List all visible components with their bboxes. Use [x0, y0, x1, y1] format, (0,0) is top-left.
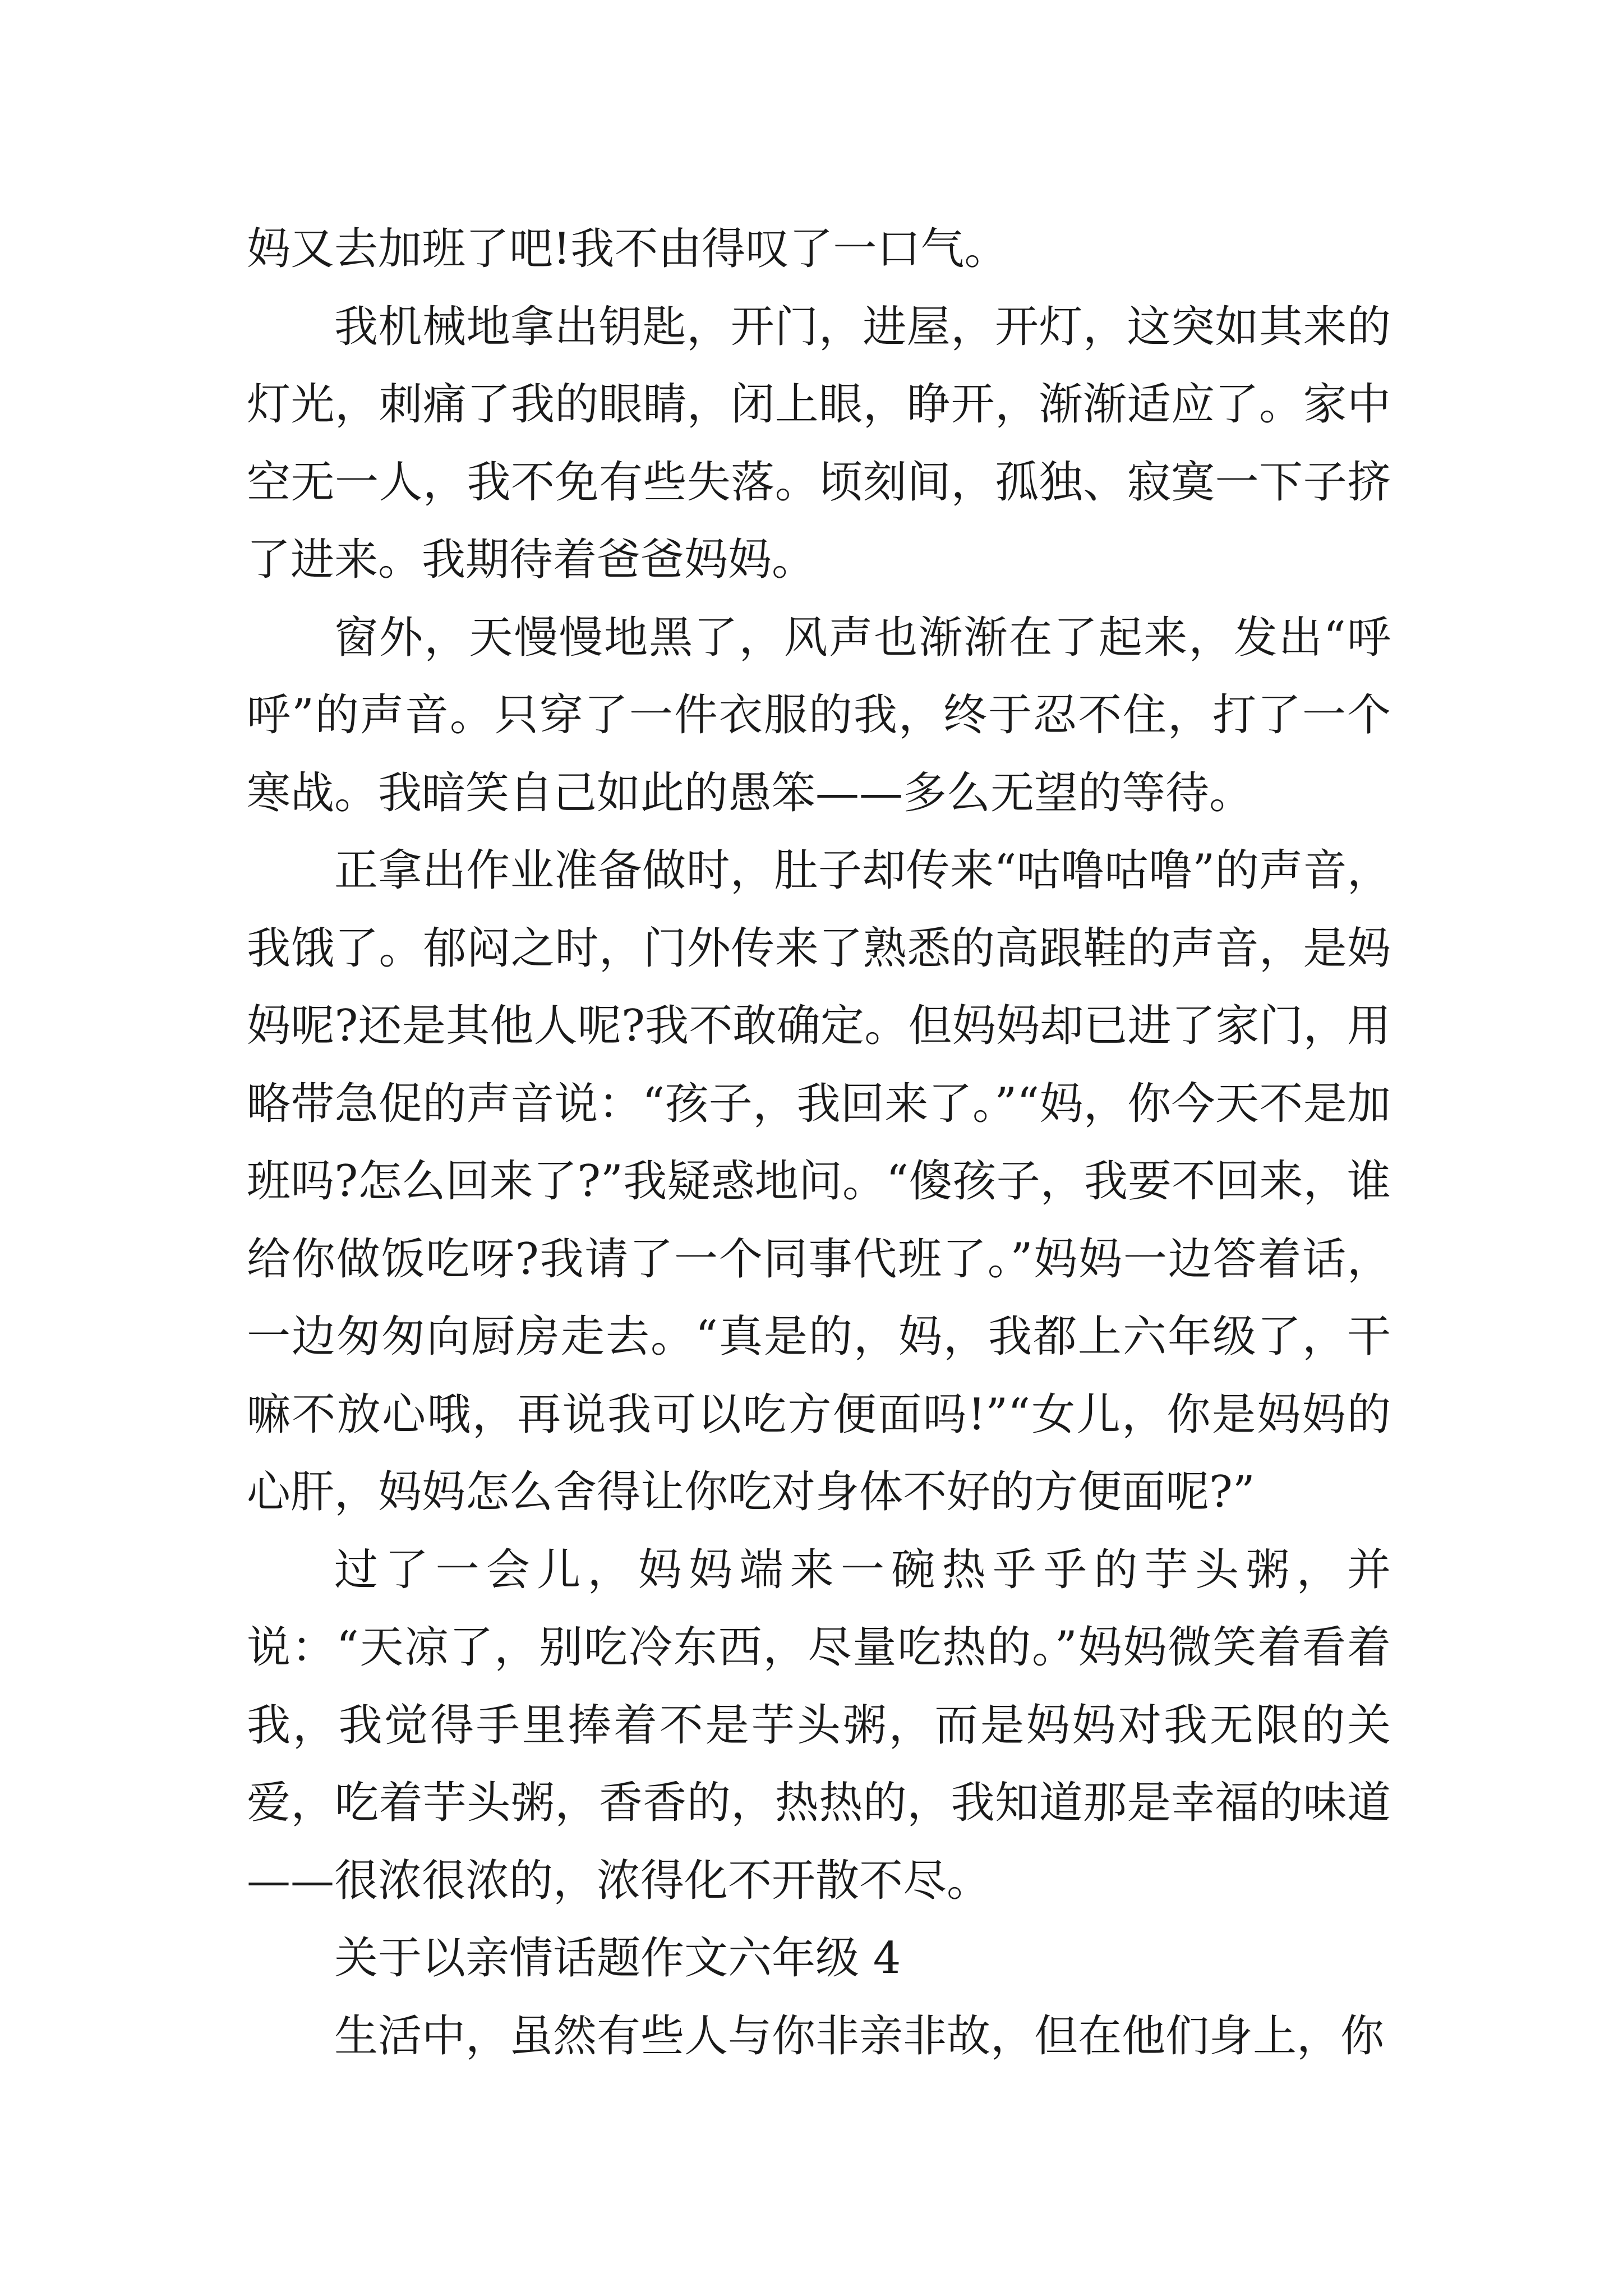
- paragraph-life: 生活中，虽然有些人与你非亲非故，但在他们身上，你: [334, 2010, 1385, 2062]
- paragraph-porridge: 过了一会儿，妈妈端来一碗热乎乎的芋头粥，并说：“天凉了，别吃冷东西，尽量吃热的。”妈妈微笑着看着我，我觉得手里捧着不是芋头粥，而是妈妈对我无限的关爱，吃着芋头粥，香香的，热热的，我知道那是幸福的味道——很浓很浓的，浓得化不开散不尽。: [247, 1544, 1391, 1906]
- document-body: [247, 210, 1391, 2075]
- paragraph-window: 窗外，天慢慢地黑了，风声也渐渐在了起来，发出“呼呼”的声音。只穿了一件衣服的我，终于忍不住，打了一个寒战。我暗笑自己如此的愚笨——多么无望的等待。: [247, 612, 1391, 818]
- paragraph-continuation: 妈又去加班了吧!我不由得叹了一口气。: [247, 224, 1008, 274]
- section-heading: 关于以亲情话题作文六年级 4: [334, 1933, 901, 1984]
- paragraph-homework: 正拿出作业准备做时，肚子却传来“咕噜咕噜”的声音，我饿了。郁闷之时，门外传来了熟悉的高跟鞋的声音，是妈妈呢?还是其他人呢?我不敢确定。但妈妈却已进了家门，用略带急促的声音说：“孩子，我回来了。”“妈，你今天不是加班吗?怎么回来了?”我疑惑地问。“傻孩子，我要不回来，谁给你做饭吃呀?我请了一个同事代班了。”妈妈一边答着话，一边匆匆向厨房走去。“真是的，妈，我都上六年级了，干嘛不放心哦，再说我可以吃方便面吗!”“女儿，你是妈妈的心肝，妈妈怎么舍得让你吃对身体不好的方便面呢?”: [247, 845, 1391, 1517]
- paragraph-keys: 我机械地拿出钥匙，开门，进屋，开灯，这突如其来的灯光，刺痛了我的眼睛，闭上眼，睁开，渐渐适应了。家中空无一人，我不免有些失落。顷刻间，孤独、寂寞一下子挤了进来。我期待着爸爸妈妈。: [247, 301, 1391, 585]
